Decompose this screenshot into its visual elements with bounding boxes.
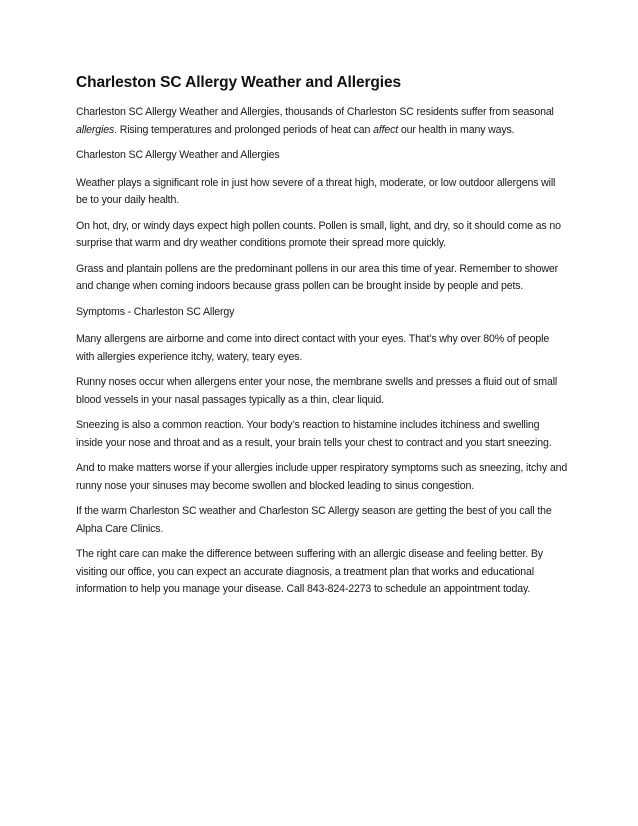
paragraph-runny-noses: Runny noses occur when allergens enter your nose, the membrane swells and presses a fluid out of small blood vessels in your nasal passages typically as a thin, clear liquid. bbox=[76, 376, 558, 406]
subheading-weather: Charleston SC Allergy Weather and Allergies bbox=[76, 149, 280, 161]
paragraph-clinics: If the warm Charleston SC weather and Charleston SC Allergy season are getting the best of you call the Alpha Care Clinics. bbox=[76, 505, 552, 535]
intro-paragraph bbox=[76, 104, 568, 139]
intro-text-start: Charleston SC Allergy Weather and Allergies, thousands of Charleston SC residents suffer from seasonal bbox=[76, 106, 554, 118]
paragraph-care: The right care can make the difference between suffering with an allergic disease and feeling better. By visiting our office, you can expect an accurate diagnosis, a treatment plan that works and educational information to help you manage your disease. Call 843-824-2273 to schedule an appointment today. bbox=[76, 548, 543, 595]
paragraph-eyes: Many allergens are airborne and come into direct contact with your eyes. That’s why over 80% of people with allergies experience itchy, watery, teary eyes. bbox=[76, 333, 550, 363]
paragraph-hot-days: On hot, dry, or windy days expect high pollen counts. Pollen is small, light, and dry, so it should come as no surprise that warm and dry weather conditions promote their spread more quickly. bbox=[76, 219, 561, 249]
intro-text-middle: . Rising temperatures and prolonged periods of heat can bbox=[114, 123, 374, 136]
affect-emphasis: affect bbox=[373, 123, 399, 136]
paragraph-sneezing: Sneezing is also a common reaction. Your body’s reaction to histamine includes itchiness and swelling inside your nose and throat and as a result, your brain tells your chest to contract and you start sneezing. bbox=[76, 419, 552, 449]
document-title: Charleston SC Allergy Weather and Allergies bbox=[76, 74, 402, 91]
intro-text-end: our health in many ways. bbox=[398, 123, 515, 136]
paragraph-sinus: And to make matters worse if your allergies include upper respiratory symptoms such as sneezing, itchy and runny nose your sinuses may become swollen and blocked leading to sinus congestion. bbox=[76, 462, 568, 492]
document-page bbox=[76, 74, 568, 607]
subheading-symptoms: Symptoms - Charleston SC Allergy bbox=[76, 305, 235, 318]
paragraph-grass-pollen: Grass and plantain pollens are the predominant pollens in our area this time of year. Remember to shower and change when coming indoors because grass pollen can be brought inside by people and pets. bbox=[76, 262, 558, 292]
allergies-link[interactable]: allergies bbox=[76, 123, 115, 136]
paragraph-weather: Weather plays a significant role in just how severe of a threat high, moderate, or low outdoor allergens will be to your daily health. bbox=[76, 176, 556, 206]
